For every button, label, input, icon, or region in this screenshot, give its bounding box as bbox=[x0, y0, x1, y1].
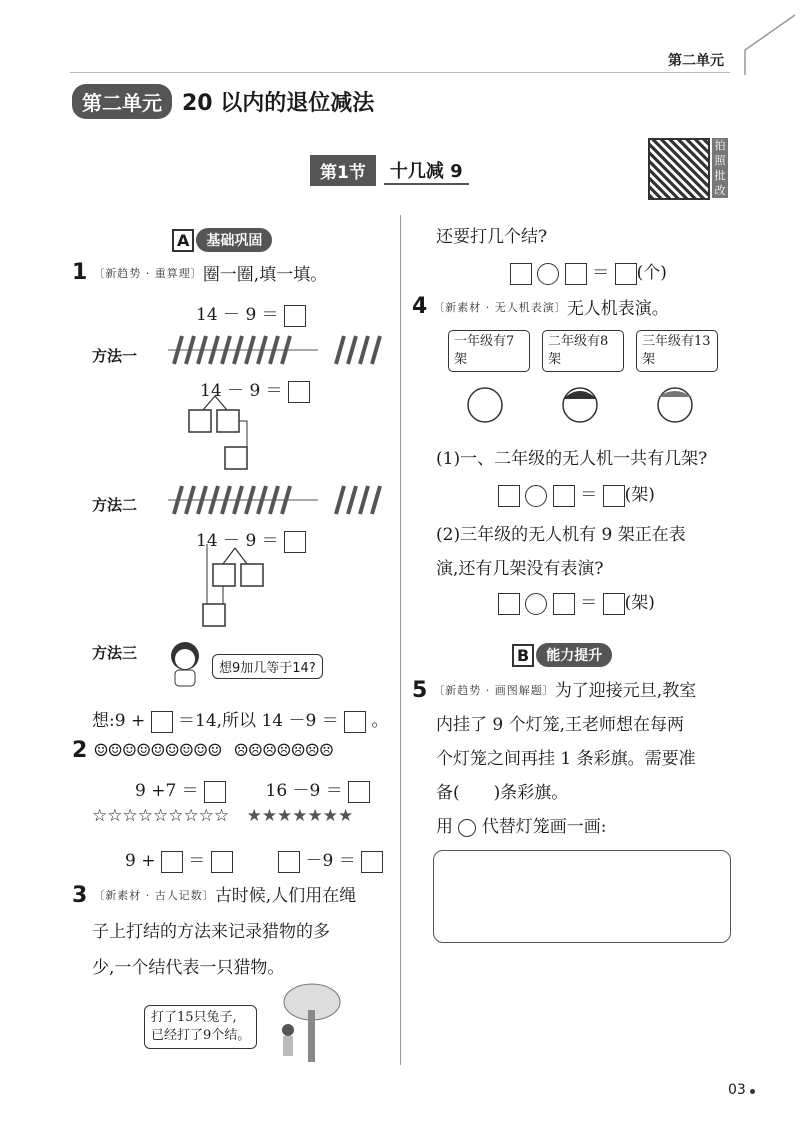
q1-equation: 14 － 9 ＝ bbox=[196, 300, 306, 327]
answer-box[interactable] bbox=[615, 263, 637, 285]
q3-tag: 〔新素材 · 古人记数〕 bbox=[93, 889, 215, 902]
section-text: 十几减 9 bbox=[384, 157, 469, 185]
q4-part1: (1)一、二年级的无人机一共有几架? bbox=[436, 449, 708, 469]
q3-bubble: 打了15只兔子, 已经打了9个结。 bbox=[144, 1005, 257, 1049]
q4-number: 4 bbox=[412, 294, 428, 319]
girl-avatar bbox=[165, 638, 205, 688]
part-a-title: 基础巩固 bbox=[196, 228, 272, 252]
answer-box[interactable] bbox=[344, 711, 366, 733]
q2-row2: 9 + ＝ －9 ＝ bbox=[125, 846, 383, 873]
q3-number: 3 bbox=[72, 883, 88, 908]
q4-part1-equation: ＝ (架) bbox=[498, 480, 655, 507]
answer-box[interactable] bbox=[278, 851, 300, 873]
sticks-group-1 bbox=[168, 330, 388, 370]
page-title bbox=[72, 84, 374, 119]
answer-box[interactable] bbox=[288, 381, 310, 403]
answer-box[interactable] bbox=[553, 485, 575, 507]
q5-text: 5 〔新趋势 · 画图解题〕 为了迎接元旦,教室 内挂了 9 个灯笼,王老师想在每两 个灯笼之间再挂 1 条彩旗。需要准 备( )条彩旗。 用 代替灯笼画一画: bbox=[412, 674, 742, 844]
answer-box[interactable] bbox=[161, 851, 183, 873]
q5-number: 5 bbox=[412, 678, 428, 703]
answer-box[interactable] bbox=[603, 593, 625, 615]
answer-box[interactable] bbox=[204, 781, 226, 803]
q2-number: 2 bbox=[72, 738, 88, 763]
children-illustration bbox=[455, 385, 705, 430]
q3-text: 3 〔新素材 · 古人记数〕 古时候,人们用在绳 子上打结的方法来记录猎物的多 少,一个结代表一只猎物。 bbox=[72, 878, 394, 986]
lantern-circle-icon bbox=[458, 819, 476, 837]
operator-circle[interactable] bbox=[525, 593, 547, 615]
method-2-label: 方法二 bbox=[92, 496, 138, 514]
answer-box[interactable] bbox=[498, 485, 520, 507]
drone-bubble-1: 一年级有7 架 bbox=[448, 330, 530, 372]
qr-side-label: 拍照批改 bbox=[712, 138, 728, 198]
q4-part2: (2)三年级的无人机有 9 架正在表 演,还有几架没有表演? bbox=[436, 525, 686, 579]
unit-header: 第二单元 bbox=[668, 53, 724, 69]
q1-text: 圈一圈,填一填。 bbox=[202, 265, 328, 285]
section-badge: 第1节 bbox=[310, 155, 376, 186]
tree-hunter-illustration bbox=[272, 980, 342, 1066]
answer-box[interactable] bbox=[603, 485, 625, 507]
header-rule bbox=[70, 72, 730, 73]
answer-box[interactable] bbox=[284, 305, 306, 327]
method-2-split-diagram bbox=[195, 544, 275, 634]
page-number: 03 bbox=[728, 1082, 746, 1098]
filled-star-icons: ★★★★★★★ bbox=[246, 806, 354, 826]
corner-decoration bbox=[740, 10, 800, 80]
answer-box[interactable] bbox=[211, 851, 233, 873]
q4-tag: 〔新素材 · 无人机表演〕 bbox=[433, 300, 567, 314]
q2-stars bbox=[92, 806, 353, 826]
page-number-dot bbox=[750, 1089, 755, 1094]
method-2-equation: 14 － 9 ＝ bbox=[196, 526, 306, 553]
method-1-equation: 14 － 9 ＝ bbox=[200, 376, 310, 403]
open-star-icons: ☆☆☆☆☆☆☆☆☆ bbox=[92, 806, 230, 826]
q2-row1: 9 +7 ＝ 16 －9 ＝ bbox=[135, 776, 370, 803]
section-heading bbox=[310, 155, 469, 186]
column-divider bbox=[400, 215, 401, 1065]
qr-code[interactable] bbox=[648, 138, 710, 200]
q3-continuation: 还要打几个结? bbox=[436, 227, 548, 247]
smiley-icons: ☺☺☺☺☺☺☺☺☺ bbox=[93, 740, 222, 761]
answer-box[interactable] bbox=[498, 593, 520, 615]
part-b-header bbox=[512, 643, 612, 667]
drawing-area[interactable] bbox=[433, 850, 731, 943]
method-1-label: 方法一 bbox=[92, 347, 138, 365]
method-3-bubble: 想9加几等于14? bbox=[212, 654, 323, 679]
title-text: 20 以内的退位减法 bbox=[182, 91, 375, 116]
q2-faces bbox=[72, 738, 333, 763]
sticks-group-2 bbox=[168, 480, 388, 520]
q1-number: 1 bbox=[72, 260, 88, 285]
q1-tag: 〔新趋势 · 重算理〕 bbox=[93, 266, 203, 280]
q4-prompt: 4 〔新素材 · 无人机表演〕 无人机表演。 bbox=[412, 294, 669, 319]
title-badge: 第二单元 bbox=[72, 84, 172, 119]
drone-bubble-3: 三年级有13 架 bbox=[636, 330, 718, 372]
q1-prompt bbox=[72, 260, 327, 285]
answer-box[interactable] bbox=[284, 531, 306, 553]
answer-box[interactable] bbox=[348, 781, 370, 803]
frown-icons: ☹☹☹☹☹☹☹ bbox=[233, 740, 334, 761]
part-b-letter: B bbox=[512, 644, 534, 667]
q1-think-line: 想:9 + ＝14,所以 14 －9 ＝ 。 bbox=[92, 711, 389, 731]
answer-box[interactable] bbox=[553, 593, 575, 615]
method-3-label: 方法三 bbox=[92, 644, 138, 662]
q5-tag: 〔新趋势 · 画图解题〕 bbox=[433, 684, 555, 697]
q3-equation: ＝ (个) bbox=[510, 258, 667, 285]
part-a-header bbox=[172, 228, 272, 252]
part-b-title: 能力提升 bbox=[536, 643, 612, 667]
answer-box[interactable] bbox=[510, 263, 532, 285]
operator-circle[interactable] bbox=[537, 263, 559, 285]
operator-circle[interactable] bbox=[525, 485, 547, 507]
method-1-split-diagram bbox=[185, 392, 265, 472]
drone-bubble-2: 二年级有8 架 bbox=[542, 330, 624, 372]
part-a-letter: A bbox=[172, 229, 194, 252]
answer-box[interactable] bbox=[361, 851, 383, 873]
answer-box[interactable] bbox=[151, 711, 173, 733]
answer-box[interactable] bbox=[565, 263, 587, 285]
q4-part2-equation: ＝ (架) bbox=[498, 588, 655, 615]
